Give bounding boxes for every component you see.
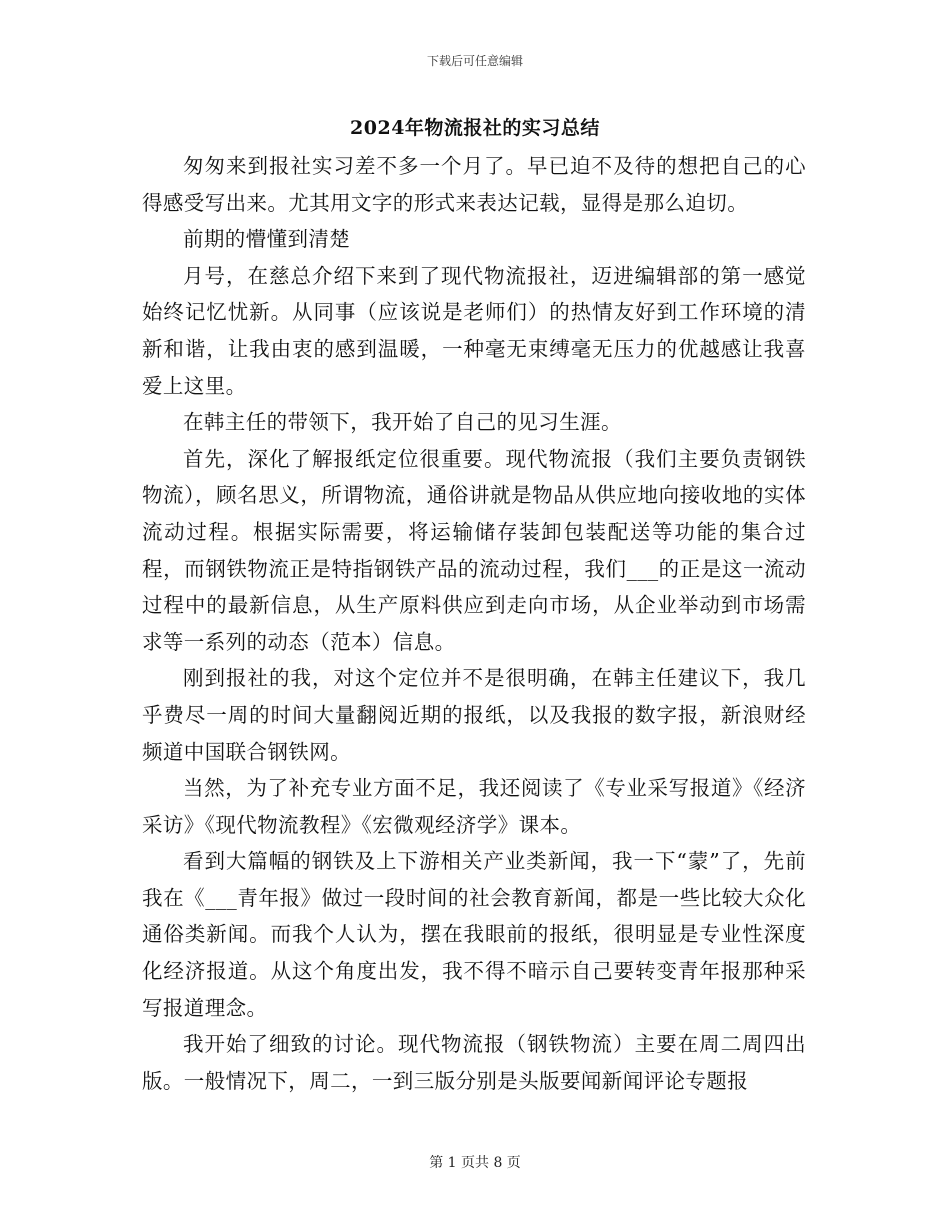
header-note: 下载后可任意编辑	[426, 54, 523, 68]
document-body	[142, 148, 806, 1099]
paragraph: 刚到报社的我，对这个定位并不是很明确，在韩主任建议下，我几乎费尽一周的时间大量翻阅近期的报纸，以及我报的数字报，新浪财经频道中国联合钢铁网。	[142, 666, 806, 764]
paragraph: 月号，在慈总介绍下来到了现代物流报社，迈进编辑部的第一感觉始终记忆忧新。从同事（应该说是老师们）的热情友好到工作环境的清新和谐，让我由衷的感到温暖，一种毫无束缚毫无压力的优越感让我喜爱上这里。	[142, 263, 806, 398]
paragraph: 当然，为了补充专业方面不足，我还阅读了《专业采写报道》《经济采访》《现代物流教程》《宏微观经济学》课本。	[142, 776, 806, 837]
document-title: 2024年物流报社的实习总结	[350, 117, 600, 139]
paragraph: 看到大篇幅的钢铁及上下游相关产业类新闻，我一下“蒙”了，先前我在《___青年报》做过一段时间的社会教育新闻，都是一些比较大众化通俗类新闻。而我个人认为，摆在我眼前的报纸，很明显是专业性深度化经济报道。从这个角度出发，我不得不暗示自己要转变青年报那种采写报道理念。	[142, 849, 806, 1020]
paragraph: 我开始了细致的讨论。现代物流报（钢铁物流）主要在周二周四出版。一般情况下，周二，一到三版分别是头版要闻新闻评论专题报	[142, 1032, 806, 1093]
paragraph: 匆匆来到报社实习差不多一个月了。早已迫不及待的想把自己的心得感受写出来。尤其用文字的形式来表达记载，显得是那么迫切。	[142, 154, 806, 215]
page-indicator: 第 1 页共 8 页	[429, 1155, 521, 1171]
paragraph: 首先，深化了解报纸定位很重要。现代物流报（我们主要负责钢铁物流），顾名思义，所谓物流，通俗讲就是物品从供应地向接收地的实体流动过程。根据实际需要，将运输储存装卸包装配送等功能的集合过程，而钢铁物流正是特指钢铁产品的流动过程，我们___的正是这一流动过程中的最新信息，从生产原料供应到走向市场，从企业举动到市场需求等一系列的动态（范本）信息。	[142, 446, 806, 654]
paragraph: 在韩主任的带领下，我开始了自己的见习生涯。	[183, 410, 622, 435]
section-heading: 前期的懵懂到清楚	[183, 227, 351, 252]
